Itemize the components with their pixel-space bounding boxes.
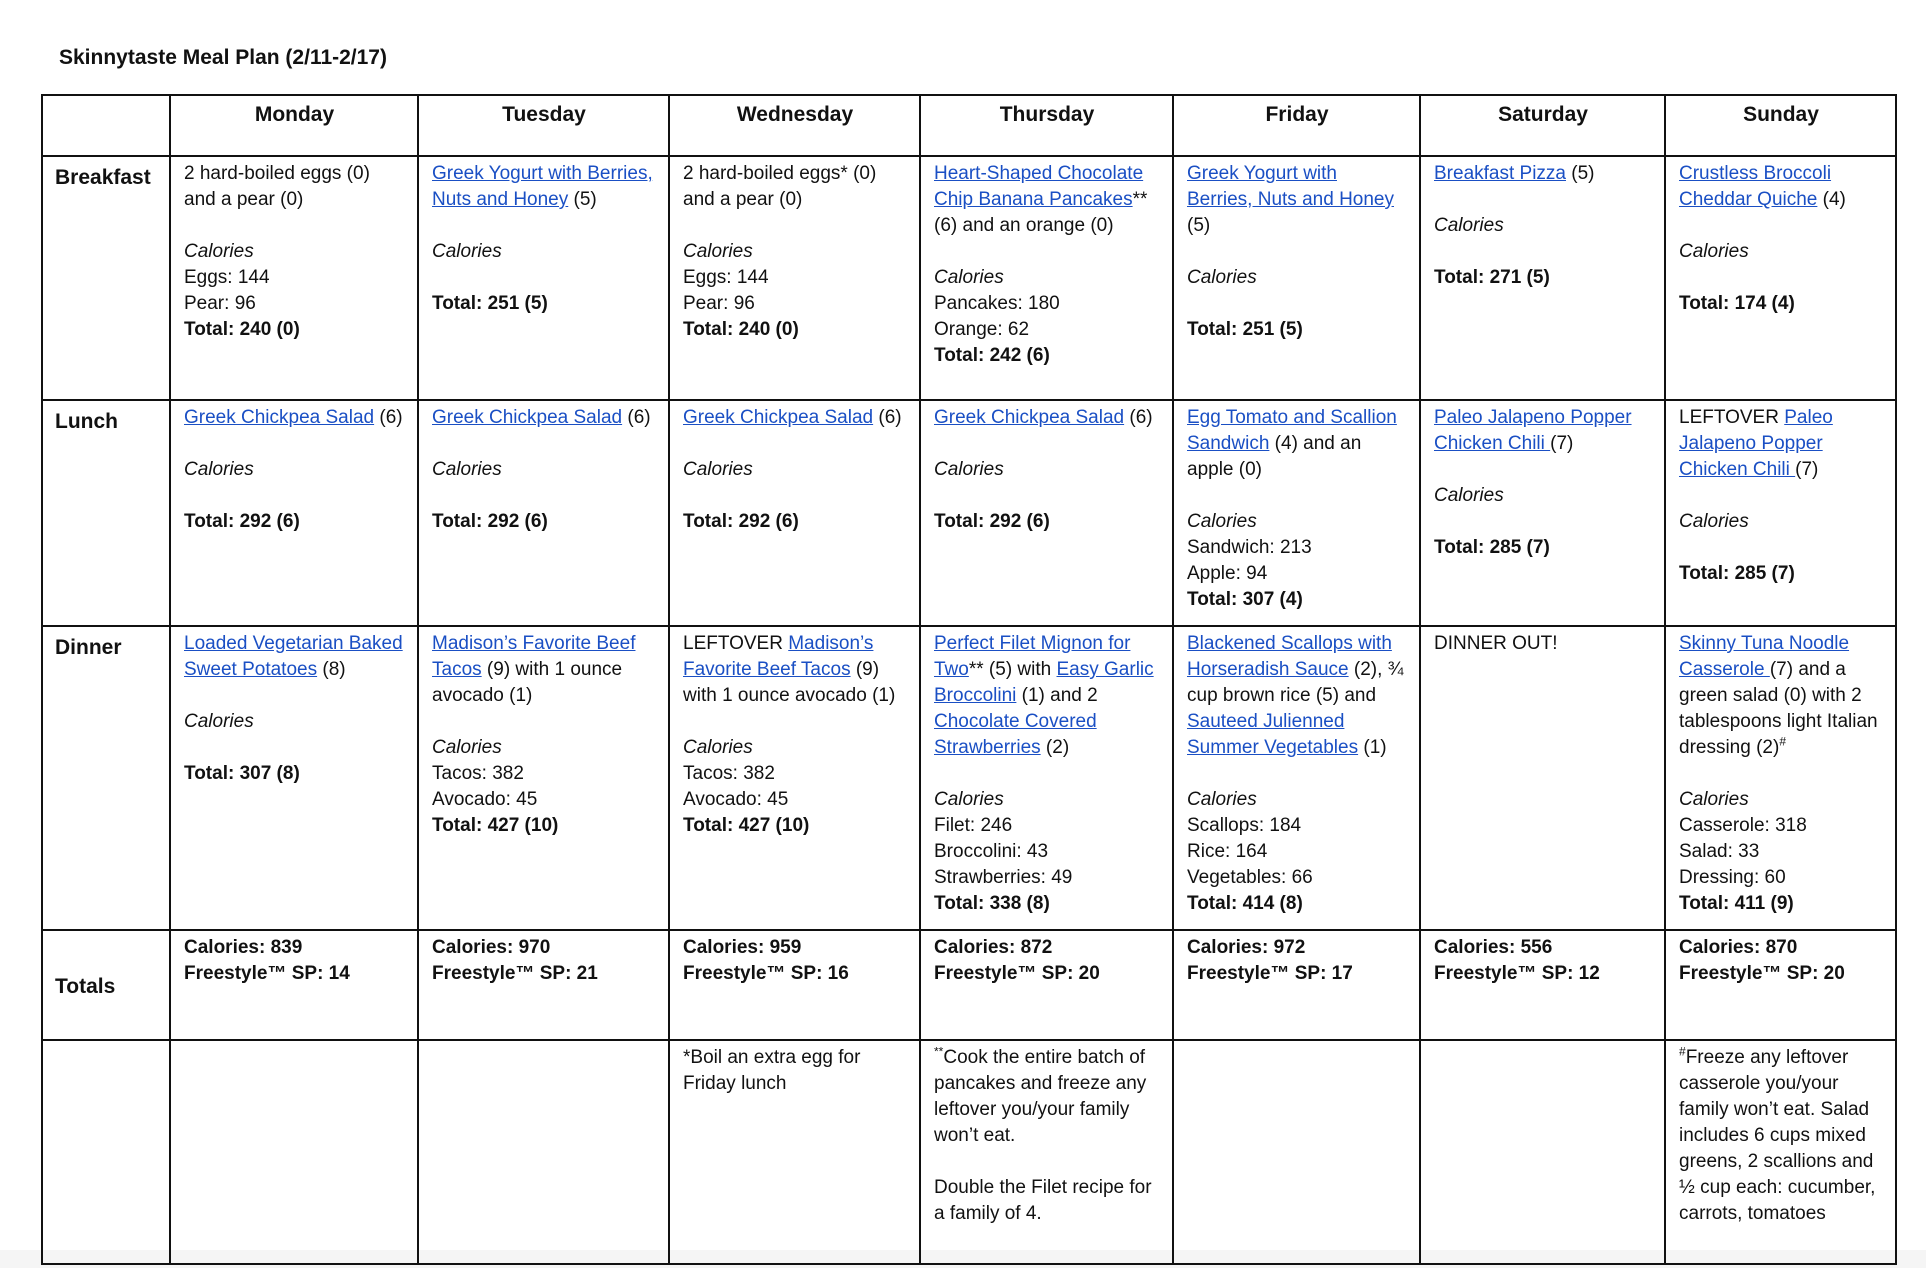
spacer <box>1679 535 1883 561</box>
recipe-link[interactable]: Madison’s Favorite Beef Tacos <box>432 633 636 680</box>
spacer <box>1679 265 1883 291</box>
meal-description <box>1434 161 1652 187</box>
spacer <box>683 213 907 239</box>
calories-label: Calories <box>184 459 254 480</box>
notes-cell-tuesday <box>418 1040 669 1264</box>
meal-total: Total: 242 (6) <box>934 345 1050 366</box>
recipe-link[interactable]: Sauteed Julienned Summer Vegetables <box>1187 711 1359 758</box>
row-label-breakfast: Breakfast <box>42 156 170 400</box>
total-calories: Calories: 839 <box>184 937 303 958</box>
calorie-item: Avocado: 45 <box>432 789 538 810</box>
totals-cell-saturday <box>1420 930 1665 1040</box>
calories-label: Calories <box>934 789 1004 810</box>
recipe-link[interactable]: Greek Chickpea Salad <box>683 407 874 428</box>
calories-label: Calories <box>1679 241 1749 262</box>
calories-label: Calories <box>184 711 254 732</box>
calories-label: Calories <box>432 241 502 262</box>
day-header-saturday: Saturday <box>1420 95 1665 156</box>
total-points: Freestyle™ SP: 17 <box>1187 963 1353 984</box>
meal-total: Total: 285 (7) <box>1434 537 1550 558</box>
spacer <box>1434 457 1652 483</box>
text-run: (6) <box>1124 407 1153 428</box>
meal-total: Total: 251 (5) <box>1187 319 1303 340</box>
meal-description <box>683 631 907 709</box>
meal-description <box>1187 405 1407 483</box>
text-run: **(6) and an orange (0) <box>934 189 1148 236</box>
total-calories: Calories: 959 <box>683 937 802 958</box>
calorie-item: Salad: 33 <box>1679 841 1760 862</box>
totals-cell-sunday <box>1665 930 1896 1040</box>
dinner-cell-sunday <box>1665 626 1896 930</box>
meal-total: Total: 414 (8) <box>1187 893 1303 914</box>
recipe-link[interactable]: Egg Tomato and Scallion Sandwich <box>1187 407 1397 454</box>
calories-label: Calories <box>934 267 1004 288</box>
meal-total: Total: 285 (7) <box>1679 563 1795 584</box>
meal-description <box>1679 161 1883 213</box>
notes-cell-thursday <box>920 1040 1173 1264</box>
day-header-friday: Friday <box>1173 95 1420 156</box>
note-paragraph <box>1679 1045 1883 1227</box>
text-run: LEFTOVER <box>683 633 789 654</box>
meal-description <box>432 405 656 431</box>
meal-total: Total: 174 (4) <box>1679 293 1795 314</box>
total-points: Freestyle™ SP: 16 <box>683 963 849 984</box>
meal-description <box>432 631 656 709</box>
calories-label: Calories <box>1187 267 1257 288</box>
calories-label: Calories <box>1679 511 1749 532</box>
spacer <box>1187 483 1407 509</box>
calorie-item: Casserole: 318 <box>1679 815 1807 836</box>
meal-total: Total: 427 (10) <box>683 815 810 836</box>
dinner-cell-monday <box>170 626 418 930</box>
notes-cell-saturday <box>1420 1040 1665 1264</box>
calorie-item: Filet: 246 <box>934 815 1013 836</box>
meal-description <box>184 405 405 431</box>
calorie-item: Dressing: 60 <box>1679 867 1786 888</box>
spacer <box>683 483 907 509</box>
recipe-link[interactable]: Blackened Scallops with Horseradish Sauce <box>1187 633 1392 680</box>
meal-total: Total: 307 (8) <box>184 763 300 784</box>
spacer <box>432 213 656 239</box>
calorie-item: Pear: 96 <box>184 293 256 314</box>
text-run: (9) with 1 ounce avocado (1) <box>683 659 896 706</box>
note-paragraph <box>683 1045 907 1097</box>
calorie-item: Vegetables: 66 <box>1187 867 1313 888</box>
spacer <box>184 483 405 509</box>
recipe-link[interactable]: Madison’s Favorite Beef Tacos <box>683 633 874 680</box>
meal-description <box>1679 631 1883 761</box>
text-run: Double the Filet recipe for a family of 4. <box>934 1177 1152 1224</box>
meal-description <box>934 631 1160 761</box>
note-paragraph <box>934 1175 1160 1227</box>
spacer <box>432 483 656 509</box>
spacer <box>1679 761 1883 787</box>
calorie-item: Avocado: 45 <box>683 789 789 810</box>
meal-description <box>934 405 1160 431</box>
recipe-link[interactable]: Easy Garlic Broccolini <box>934 659 1154 706</box>
spacer <box>1679 483 1883 509</box>
calorie-item: Orange: 62 <box>934 319 1030 340</box>
calorie-item: Eggs: 144 <box>184 267 270 288</box>
meal-description <box>1187 631 1407 761</box>
spacer <box>1187 239 1407 265</box>
totals-cell-monday <box>170 930 418 1040</box>
row-label-notes <box>42 1040 170 1264</box>
calorie-item: Pear: 96 <box>683 293 755 314</box>
breakfast-cell-wednesday <box>669 156 920 400</box>
text-run: (8) <box>317 659 346 680</box>
notes-cell-wednesday <box>669 1040 920 1264</box>
breakfast-cell-tuesday <box>418 156 669 400</box>
breakfast-row <box>42 156 1896 400</box>
calories-label: Calories <box>1434 215 1504 236</box>
meal-total: Total: 240 (0) <box>683 319 799 340</box>
text-run: (2) <box>1040 737 1070 758</box>
notes-cell-sunday <box>1665 1040 1896 1264</box>
lunch-cell-sunday <box>1665 400 1896 626</box>
spacer <box>184 213 405 239</box>
row-label-totals: Totals <box>42 930 170 1040</box>
footnote-marker: # <box>1779 734 1787 749</box>
calories-label: Calories <box>1679 789 1749 810</box>
spacer <box>683 431 907 457</box>
calorie-item: Pancakes: 180 <box>934 293 1060 314</box>
note-paragraph <box>934 1045 1160 1149</box>
text-run: *Boil an extra egg for Friday lunch <box>683 1047 861 1094</box>
day-header-thursday: Thursday <box>920 95 1173 156</box>
total-points: Freestyle™ SP: 20 <box>1679 963 1845 984</box>
spacer <box>1434 239 1652 265</box>
recipe-link[interactable]: Paleo Jalapeno Popper Chicken Chili <box>1679 407 1833 480</box>
day-header-tuesday: Tuesday <box>418 95 669 156</box>
day-header-row <box>42 95 1896 156</box>
text-run: (6) <box>622 407 651 428</box>
breakfast-cell-friday <box>1173 156 1420 400</box>
calories-label: Calories <box>934 459 1004 480</box>
spacer <box>1187 291 1407 317</box>
dinner-cell-thursday <box>920 626 1173 930</box>
text-run: (5) <box>1187 215 1211 236</box>
lunch-cell-saturday <box>1420 400 1665 626</box>
spacer <box>934 761 1160 787</box>
lunch-cell-monday <box>170 400 418 626</box>
spacer <box>184 735 405 761</box>
recipe-link[interactable]: Greek Chickpea Salad <box>184 407 375 428</box>
dinner-row <box>42 626 1896 930</box>
page-title: Skinnytaste Meal Plan (2/11-2/17) <box>59 46 387 69</box>
breakfast-cell-saturday <box>1420 156 1665 400</box>
notes-cell-friday <box>1173 1040 1420 1264</box>
meal-total: Total: 271 (5) <box>1434 267 1550 288</box>
totals-cell-wednesday <box>669 930 920 1040</box>
meal-description <box>432 161 656 213</box>
calorie-item: Eggs: 144 <box>683 267 769 288</box>
calories-label: Calories <box>683 459 753 480</box>
dinner-out-note: DINNER OUT! <box>1434 633 1558 654</box>
calorie-item: Tacos: 382 <box>683 763 775 784</box>
breakfast-cell-sunday <box>1665 156 1896 400</box>
day-header-monday: Monday <box>170 95 418 156</box>
spacer <box>683 709 907 735</box>
breakfast-cell-monday <box>170 156 418 400</box>
calories-label: Calories <box>1187 511 1257 532</box>
meal-description <box>184 631 405 683</box>
spacer <box>432 431 656 457</box>
text-run: 2 hard-boiled eggs* (0) and a pear (0) <box>683 163 877 210</box>
spacer <box>1434 509 1652 535</box>
total-calories: Calories: 872 <box>934 937 1053 958</box>
meal-plan-table <box>41 94 1897 1265</box>
calorie-item: Sandwich: 213 <box>1187 537 1312 558</box>
calories-label: Calories <box>1187 789 1257 810</box>
recipe-link[interactable]: Paleo Jalapeno Popper Chicken Chili <box>1434 407 1632 454</box>
meal-total: Total: 411 (9) <box>1679 893 1794 914</box>
totals-cell-tuesday <box>418 930 669 1040</box>
total-calories: Calories: 970 <box>432 937 551 958</box>
calorie-item: Apple: 94 <box>1187 563 1268 584</box>
totals-cell-thursday <box>920 930 1173 1040</box>
text-run: Freeze any leftover casserole you/your family won’t eat. Salad includes 6 cups mixed greens, 2 scallions and ½ cup each: cucumber, carrots, tomatoes <box>1679 1047 1876 1224</box>
meal-description <box>1679 405 1883 483</box>
total-calories: Calories: 870 <box>1679 937 1798 958</box>
spacer <box>1679 213 1883 239</box>
day-header-wednesday: Wednesday <box>669 95 920 156</box>
meal-total: Total: 251 (5) <box>432 293 548 314</box>
calorie-item: Scallops: 184 <box>1187 815 1302 836</box>
recipe-link[interactable]: Perfect Filet Mignon for Two <box>934 633 1131 680</box>
text-run: (9) with 1 ounce avocado (1) <box>432 659 623 706</box>
spacer <box>934 431 1160 457</box>
lunch-cell-tuesday <box>418 400 669 626</box>
text-run: (4) and an apple (0) <box>1187 433 1362 480</box>
meal-description <box>934 161 1160 239</box>
meal-description <box>683 405 907 431</box>
lunch-row <box>42 400 1896 626</box>
day-header-sunday: Sunday <box>1665 95 1896 156</box>
corner-cell <box>42 95 170 156</box>
calories-label: Calories <box>432 459 502 480</box>
meal-total: Total: 427 (10) <box>432 815 559 836</box>
calorie-item: Broccolini: 43 <box>934 841 1049 862</box>
total-points: Freestyle™ SP: 21 <box>432 963 598 984</box>
row-label-dinner: Dinner <box>42 626 170 930</box>
recipe-link[interactable]: Greek Yogurt with Berries, Nuts and Honey <box>1187 163 1394 210</box>
spacer <box>432 709 656 735</box>
meal-description <box>1434 405 1652 457</box>
calories-label: Calories <box>432 737 502 758</box>
text-run: (6) <box>374 407 403 428</box>
recipe-link[interactable]: Greek Chickpea Salad <box>432 407 623 428</box>
dinner-cell-wednesday <box>669 626 920 930</box>
meal-description <box>184 161 405 213</box>
recipe-link[interactable]: Greek Yogurt with Berries, Nuts and Honey <box>432 163 653 210</box>
meal-total: Total: 307 (4) <box>1187 589 1303 610</box>
totals-row <box>42 930 1896 1040</box>
lunch-cell-wednesday <box>669 400 920 626</box>
spacer <box>1434 187 1652 213</box>
text-run: LEFTOVER <box>1679 407 1785 428</box>
notes-row <box>42 1040 1896 1264</box>
meal-description <box>683 161 907 213</box>
text-run: Cook the entire batch of pancakes and freeze any leftover you/your family won’t eat. <box>934 1047 1147 1146</box>
text-run: (1) and 2 <box>1016 685 1098 706</box>
lunch-cell-thursday <box>920 400 1173 626</box>
recipe-link[interactable]: Chocolate Covered Strawberries <box>934 711 1097 758</box>
meal-total: Total: 338 (8) <box>934 893 1050 914</box>
recipe-link[interactable]: Crustless Broccoli Cheddar Quiche <box>1679 163 1832 210</box>
text-run: 2 hard-boiled eggs (0) and a pear (0) <box>184 163 370 210</box>
meal-total: Total: 292 (6) <box>934 511 1050 532</box>
meal-total: Total: 240 (0) <box>184 319 300 340</box>
total-calories: Calories: 972 <box>1187 937 1306 958</box>
calorie-item: Tacos: 382 <box>432 763 524 784</box>
spacer <box>934 483 1160 509</box>
dinner-cell-saturday <box>1420 626 1665 930</box>
recipe-link[interactable]: Heart-Shaped Chocolate Chip Banana Pancakes <box>934 163 1144 210</box>
spacer <box>934 1149 1160 1175</box>
spacer <box>184 683 405 709</box>
meal-total: Total: 292 (6) <box>683 511 799 532</box>
text-run: (7) and a green salad (0) with 2 tablespoons light Italian dressing (2) <box>1679 659 1878 758</box>
footnote-marker: ** <box>934 1044 944 1059</box>
text-run: (5) <box>568 189 597 210</box>
calories-label: Calories <box>184 241 254 262</box>
text-run: ** (5) with <box>968 659 1057 680</box>
recipe-link[interactable]: Greek Chickpea Salad <box>934 407 1125 428</box>
text-run: (4) <box>1817 189 1846 210</box>
meal-total: Total: 292 (6) <box>184 511 300 532</box>
spacer <box>1187 761 1407 787</box>
total-calories: Calories: 556 <box>1434 937 1553 958</box>
dinner-cell-tuesday <box>418 626 669 930</box>
text-run: (1) <box>1358 737 1387 758</box>
text-run: (6) <box>873 407 902 428</box>
footnote-marker: # <box>1679 1044 1686 1059</box>
meal-total: Total: 292 (6) <box>432 511 548 532</box>
breakfast-cell-thursday <box>920 156 1173 400</box>
total-points: Freestyle™ SP: 14 <box>184 963 350 984</box>
recipe-link[interactable]: Skinny Tuna Noodle Casserole <box>1679 633 1850 680</box>
notes-cell-monday <box>170 1040 418 1264</box>
spacer <box>934 239 1160 265</box>
dinner-cell-friday <box>1173 626 1420 930</box>
row-label-lunch: Lunch <box>42 400 170 626</box>
text-run: (5) <box>1566 163 1595 184</box>
calories-label: Calories <box>683 241 753 262</box>
calories-label: Calories <box>1434 485 1504 506</box>
text-run: (2), ¾ cup brown rice (5) and <box>1187 659 1404 706</box>
calorie-item: Strawberries: 49 <box>934 867 1073 888</box>
calorie-item: Rice: 164 <box>1187 841 1268 862</box>
recipe-link[interactable]: Breakfast Pizza <box>1434 163 1566 184</box>
total-points: Freestyle™ SP: 20 <box>934 963 1100 984</box>
total-points: Freestyle™ SP: 12 <box>1434 963 1600 984</box>
text-run: (7) <box>1550 433 1574 454</box>
spacer <box>432 265 656 291</box>
meal-description <box>1187 161 1407 239</box>
totals-cell-friday <box>1173 930 1420 1040</box>
text-run: (7) <box>1795 459 1819 480</box>
lunch-cell-friday <box>1173 400 1420 626</box>
recipe-link[interactable]: Loaded Vegetarian Baked Sweet Potatoes <box>184 633 403 680</box>
spacer <box>184 431 405 457</box>
calories-label: Calories <box>683 737 753 758</box>
